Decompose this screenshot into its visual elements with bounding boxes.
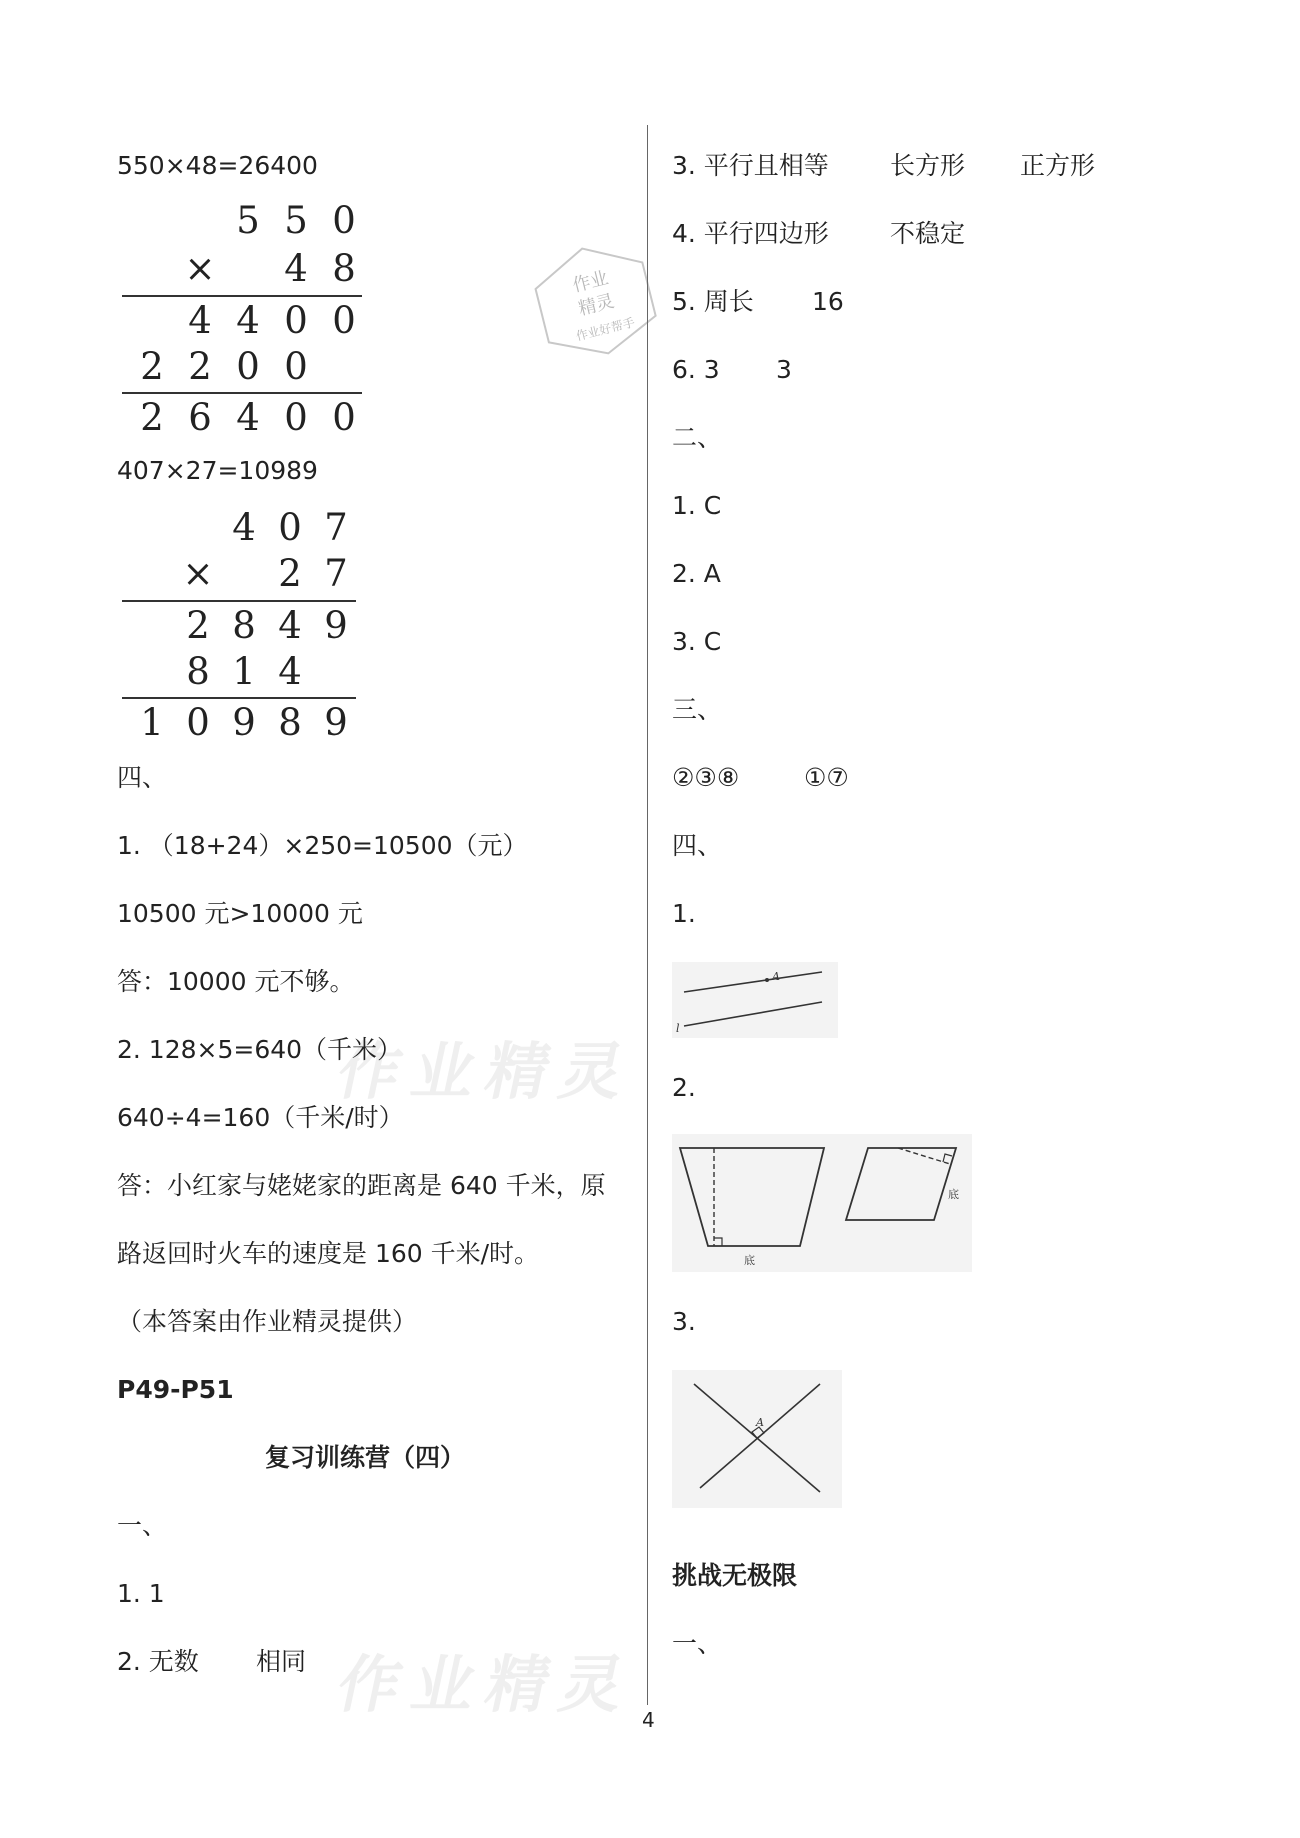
page-number: 4 bbox=[642, 1708, 655, 1732]
q3-answer-c: 正方形 bbox=[1020, 151, 1096, 180]
part1-heading: 一、 bbox=[117, 1511, 168, 1540]
part2-q3: 3. C bbox=[672, 627, 722, 656]
q2-line1: 2. 128×5=640（千米） bbox=[117, 1035, 403, 1064]
digit: 4 bbox=[278, 650, 302, 693]
figure-perpendicular bbox=[672, 1370, 842, 1508]
page-range: P49-P51 bbox=[117, 1375, 234, 1404]
watermark-text-bottom: 作业精灵 bbox=[331, 1648, 643, 1721]
digit: 2 bbox=[186, 604, 210, 647]
calc1-rule bbox=[122, 392, 362, 394]
point-a-label: A bbox=[772, 970, 780, 983]
part3-answer-b: ①⑦ bbox=[804, 763, 849, 792]
section4-heading: 四、 bbox=[117, 763, 168, 792]
calc1-rule bbox=[122, 295, 362, 297]
q2-answer-line2: 路返回时火车的速度是 160 千米/时。 bbox=[117, 1239, 540, 1268]
digit: 0 bbox=[284, 396, 308, 439]
q1-line2: 10500 元>10000 元 bbox=[117, 899, 363, 928]
part4-heading: 四、 bbox=[672, 831, 723, 860]
digit: 9 bbox=[232, 701, 256, 744]
digit: 1 bbox=[140, 701, 164, 744]
digit: 4 bbox=[284, 247, 308, 290]
digit: 8 bbox=[186, 650, 210, 693]
digit: 6 bbox=[188, 396, 212, 439]
digit: 2 bbox=[140, 396, 164, 439]
part2-q1: 1. C bbox=[672, 491, 722, 520]
digit: 4 bbox=[232, 506, 256, 549]
watermark-text: 作业精灵 bbox=[331, 1035, 643, 1108]
calc2-vertical bbox=[128, 505, 368, 745]
multiply-sign: × bbox=[182, 552, 214, 595]
digit: 8 bbox=[278, 701, 302, 744]
part4-q2: 2. bbox=[672, 1073, 696, 1102]
digit: 0 bbox=[278, 506, 302, 549]
section-title: 复习训练营（四） bbox=[265, 1443, 466, 1472]
q2-line2: 640÷4=160（千米/时） bbox=[117, 1103, 404, 1132]
q6-answer-b: 3 bbox=[776, 355, 792, 384]
digit: 0 bbox=[236, 345, 260, 388]
q6-text: 6. 3 bbox=[672, 355, 720, 384]
stamp-line3: 作业好帮手 bbox=[574, 315, 637, 344]
digit: 2 bbox=[278, 552, 302, 595]
part1-q2-b: 相同 bbox=[256, 1647, 307, 1676]
digit: 2 bbox=[188, 345, 212, 388]
digit: 4 bbox=[236, 396, 260, 439]
digit: 1 bbox=[232, 650, 256, 693]
calc1-equation: 550×48=26400 bbox=[117, 151, 318, 180]
part2-heading: 二、 bbox=[672, 423, 723, 452]
q1-answer: 答：10000 元不够。 bbox=[117, 967, 355, 996]
multiply-sign: × bbox=[184, 247, 216, 290]
q4-answer-b: 不稳定 bbox=[890, 219, 966, 248]
part2-q2: 2. A bbox=[672, 559, 721, 588]
figure-parallel-lines bbox=[672, 962, 838, 1038]
part4-q3: 3. bbox=[672, 1307, 696, 1336]
digit: 4 bbox=[188, 299, 212, 342]
part4-q1: 1. bbox=[672, 899, 696, 928]
digit: 9 bbox=[324, 701, 348, 744]
stamp-line2: 精灵 bbox=[576, 290, 617, 320]
q4-text: 4. 平行四边形 bbox=[672, 219, 829, 248]
challenge-part1: 一、 bbox=[672, 1629, 723, 1658]
calc2-rule bbox=[122, 697, 356, 699]
column-divider bbox=[647, 125, 648, 1705]
calc1-vertical bbox=[128, 198, 368, 438]
part3-heading: 三、 bbox=[672, 695, 723, 724]
q5-text: 5. 周长 bbox=[672, 287, 754, 316]
digit: 0 bbox=[332, 396, 356, 439]
digit: 9 bbox=[324, 604, 348, 647]
challenge-heading: 挑战无极限 bbox=[672, 1561, 798, 1590]
calc2-rule bbox=[122, 600, 356, 602]
digit: 8 bbox=[332, 247, 356, 290]
point-a2-label: A bbox=[756, 1416, 764, 1429]
q3-text: 3. 平行且相等 bbox=[672, 151, 829, 180]
base-label-parallelogram: 底 bbox=[948, 1188, 959, 1201]
digit: 0 bbox=[186, 701, 210, 744]
figure-heights bbox=[672, 1134, 972, 1272]
q1-line1: 1. （18+24）×250=10500（元） bbox=[117, 831, 528, 860]
digit: 7 bbox=[324, 506, 348, 549]
part3-answer-a: ②③⑧ bbox=[672, 763, 740, 792]
part1-q1: 1. 1 bbox=[117, 1579, 165, 1608]
digit: 0 bbox=[284, 345, 308, 388]
q3-answer-b: 长方形 bbox=[890, 151, 966, 180]
digit: 4 bbox=[236, 299, 260, 342]
base-label-trapezoid: 底 bbox=[744, 1254, 755, 1267]
digit: 5 bbox=[236, 199, 260, 242]
q5-answer-b: 16 bbox=[812, 287, 844, 316]
digit: 2 bbox=[140, 345, 164, 388]
digit: 8 bbox=[232, 604, 256, 647]
calc2-equation: 407×27=10989 bbox=[117, 456, 318, 485]
digit: 0 bbox=[284, 299, 308, 342]
digit: 0 bbox=[332, 299, 356, 342]
digit: 0 bbox=[332, 199, 356, 242]
digit: 4 bbox=[278, 604, 302, 647]
line-l-label: l bbox=[676, 1022, 680, 1035]
q2-answer-line1: 答：小红家与姥姥家的距离是 640 千米，原 bbox=[117, 1171, 606, 1200]
stamp-line1: 作业 bbox=[570, 267, 611, 297]
digit: 7 bbox=[324, 552, 348, 595]
digit: 5 bbox=[284, 199, 308, 242]
credit-note: （本答案由作业精灵提供） bbox=[117, 1307, 418, 1336]
part1-q2: 2. 无数 bbox=[117, 1647, 199, 1676]
